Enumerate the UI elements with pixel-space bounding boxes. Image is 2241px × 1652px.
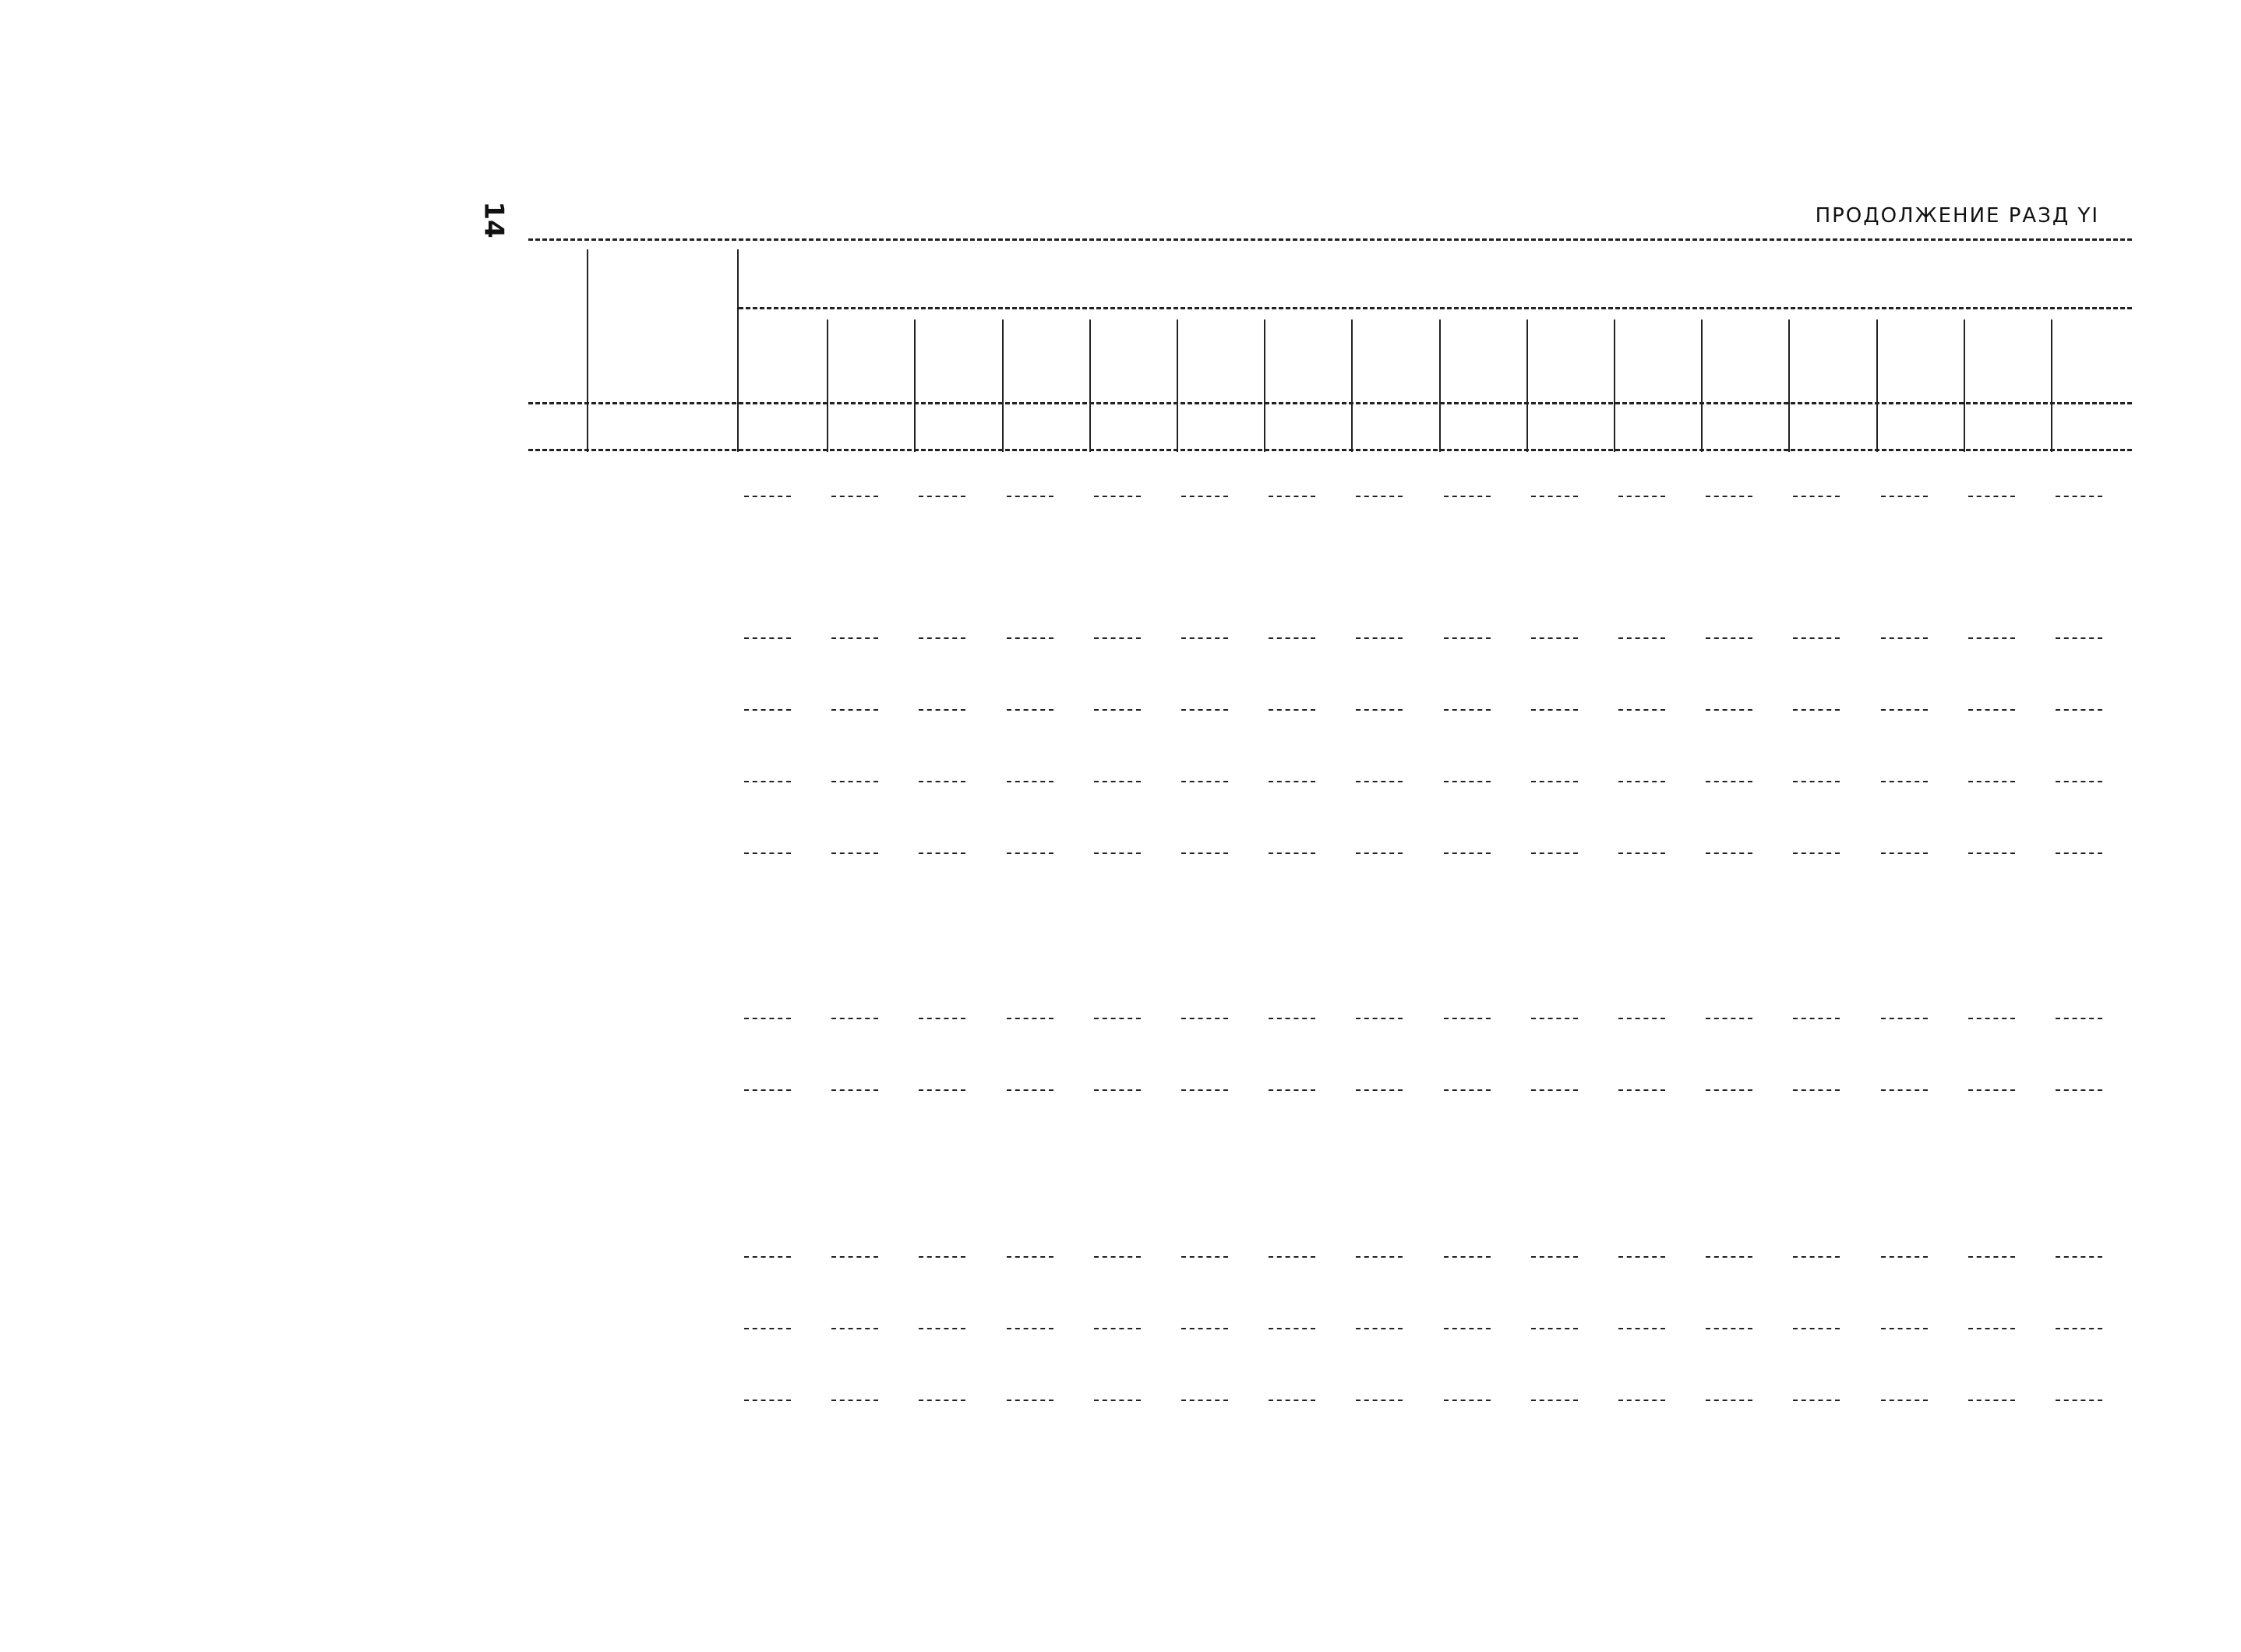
fraction-bar xyxy=(831,1256,878,1258)
district-rule xyxy=(739,307,2132,309)
fraction-bar xyxy=(1618,1256,1665,1258)
fraction-bar xyxy=(831,1400,878,1401)
fraction-bar xyxy=(1356,1400,1403,1401)
fraction-bar xyxy=(1181,496,1228,497)
header-divider xyxy=(1089,319,1091,452)
fraction-bar xyxy=(744,1018,791,1019)
fraction-bar xyxy=(1444,637,1491,639)
fraction-bar xyxy=(919,1089,965,1091)
fraction-bar xyxy=(1444,781,1491,782)
fraction-bar xyxy=(1881,1089,1928,1091)
page-number: 14 xyxy=(478,201,510,238)
fraction-bar xyxy=(744,1400,791,1401)
fraction-bar xyxy=(2056,1256,2102,1258)
fraction-bar xyxy=(1793,496,1840,497)
header-divider xyxy=(1002,319,1004,452)
header-divider xyxy=(827,319,828,452)
header-divider xyxy=(914,319,916,452)
fraction-bar xyxy=(1881,496,1928,497)
fraction-bar xyxy=(1269,637,1315,639)
fraction-bar xyxy=(1531,1256,1578,1258)
fraction-bar xyxy=(2056,1400,2102,1401)
fraction-bar xyxy=(1531,1018,1578,1019)
header-divider xyxy=(1264,319,1265,452)
fraction-bar xyxy=(1356,1256,1403,1258)
fraction-bar xyxy=(1094,1328,1141,1329)
fraction-bar xyxy=(1094,496,1141,497)
fraction-bar xyxy=(1094,1018,1141,1019)
fraction-bar xyxy=(1968,637,2015,639)
fraction-bar xyxy=(744,709,791,711)
fraction-bar xyxy=(1181,1328,1228,1329)
fraction-bar xyxy=(1881,709,1928,711)
fraction-bar xyxy=(1094,781,1141,782)
fraction-bar xyxy=(1007,1018,1053,1019)
fraction-bar xyxy=(2056,1018,2102,1019)
fraction-bar xyxy=(1181,1018,1228,1019)
fraction-bar xyxy=(1531,709,1578,711)
fraction-bar xyxy=(919,1256,965,1258)
fraction-bar xyxy=(1618,852,1665,854)
fraction-bar xyxy=(1531,1328,1578,1329)
fraction-bar xyxy=(744,781,791,782)
fraction-bar xyxy=(1007,1328,1053,1329)
fraction-bar xyxy=(1793,852,1840,854)
fraction-bar xyxy=(1356,709,1403,711)
fraction-bar xyxy=(1968,1400,2015,1401)
fraction-bar xyxy=(1444,709,1491,711)
fraction-bar xyxy=(1444,1328,1491,1329)
header-divider xyxy=(587,249,588,452)
fraction-bar xyxy=(831,637,878,639)
fraction-bar xyxy=(831,1089,878,1091)
fraction-bar xyxy=(1094,637,1141,639)
header-divider xyxy=(1876,319,1878,452)
fraction-bar xyxy=(1881,1400,1928,1401)
fraction-bar xyxy=(744,852,791,854)
fraction-bar xyxy=(1968,781,2015,782)
fraction-bar xyxy=(1444,1089,1491,1091)
fraction-bar xyxy=(1269,1018,1315,1019)
section-title: ПРОДОЛЖЕНИЕ РАЗД YI xyxy=(1815,204,2099,228)
header-divider xyxy=(1177,319,1178,452)
fraction-bar xyxy=(919,709,965,711)
fraction-bar xyxy=(1881,781,1928,782)
fraction-bar xyxy=(1444,496,1491,497)
fraction-bar xyxy=(1181,637,1228,639)
fraction-bar xyxy=(1881,852,1928,854)
fraction-bar xyxy=(1356,1018,1403,1019)
fraction-bar xyxy=(1007,709,1053,711)
header-mid-rule xyxy=(528,402,2132,404)
fraction-bar xyxy=(1968,1018,2015,1019)
fraction-bar xyxy=(1968,1089,2015,1091)
fraction-bar xyxy=(1007,1089,1053,1091)
fraction-bar xyxy=(831,781,878,782)
fraction-bar xyxy=(1007,496,1053,497)
fraction-bar xyxy=(1444,852,1491,854)
fraction-bar xyxy=(1793,1328,1840,1329)
fraction-bar xyxy=(744,1328,791,1329)
fraction-bar xyxy=(919,781,965,782)
fraction-bar xyxy=(831,852,878,854)
fraction-bar xyxy=(1706,709,1752,711)
fraction-bar xyxy=(1269,1400,1315,1401)
fraction-bar xyxy=(831,496,878,497)
fraction-bar xyxy=(1793,781,1840,782)
fraction-bar xyxy=(1007,637,1053,639)
header-divider xyxy=(2051,319,2052,452)
fraction-bar xyxy=(1181,781,1228,782)
fraction-bar xyxy=(1531,496,1578,497)
header-bottom-rule xyxy=(528,449,2132,451)
fraction-bar xyxy=(1269,709,1315,711)
fraction-bar xyxy=(1706,1256,1752,1258)
fraction-bar xyxy=(1706,1018,1752,1019)
header-divider xyxy=(1964,319,1965,452)
fraction-bar xyxy=(919,1400,965,1401)
fraction-bar xyxy=(2056,781,2102,782)
fraction-bar xyxy=(1968,852,2015,854)
fraction-bar xyxy=(1444,1400,1491,1401)
header-divider xyxy=(1351,319,1353,452)
header-divider xyxy=(1439,319,1441,452)
fraction-bar xyxy=(1618,637,1665,639)
fraction-bar xyxy=(1094,1256,1141,1258)
fraction-bar xyxy=(831,1018,878,1019)
fraction-bar xyxy=(1618,1328,1665,1329)
fraction-bar xyxy=(1618,1018,1665,1019)
fraction-bar xyxy=(1007,1400,1053,1401)
fraction-bar xyxy=(1618,1089,1665,1091)
fraction-bar xyxy=(1793,1400,1840,1401)
header-divider xyxy=(1526,319,1528,452)
fraction-bar xyxy=(1881,1018,1928,1019)
fraction-bar xyxy=(2056,637,2102,639)
fraction-bar xyxy=(831,1328,878,1329)
fraction-bar xyxy=(1793,637,1840,639)
fraction-bar xyxy=(1356,781,1403,782)
fraction-bar xyxy=(919,852,965,854)
fraction-bar xyxy=(1181,852,1228,854)
fraction-bar xyxy=(744,496,791,497)
fraction-bar xyxy=(919,496,965,497)
fraction-bar xyxy=(1706,1089,1752,1091)
fraction-bar xyxy=(1531,1400,1578,1401)
fraction-bar xyxy=(1007,852,1053,854)
fraction-bar xyxy=(1356,1328,1403,1329)
fraction-bar xyxy=(1793,1256,1840,1258)
fraction-bar xyxy=(1181,1089,1228,1091)
header-top-rule xyxy=(528,238,2132,241)
fraction-bar xyxy=(1618,781,1665,782)
fraction-bar xyxy=(1269,852,1315,854)
fraction-bar xyxy=(1793,1018,1840,1019)
fraction-bar xyxy=(2056,496,2102,497)
fraction-bar xyxy=(2056,709,2102,711)
header-divider xyxy=(1614,319,1615,452)
fraction-bar xyxy=(1007,1256,1053,1258)
fraction-bar xyxy=(1356,1089,1403,1091)
fraction-bar xyxy=(1706,781,1752,782)
fraction-bar xyxy=(1881,1328,1928,1329)
header-divider xyxy=(1788,319,1790,452)
fraction-bar xyxy=(1094,1089,1141,1091)
fraction-bar xyxy=(1094,1400,1141,1401)
fraction-bar xyxy=(1881,1256,1928,1258)
fraction-bar xyxy=(2056,852,2102,854)
header-divider xyxy=(1701,319,1703,452)
fraction-bar xyxy=(1706,1400,1752,1401)
fraction-bar xyxy=(1181,1400,1228,1401)
fraction-bar xyxy=(1094,709,1141,711)
fraction-bar xyxy=(1444,1018,1491,1019)
fraction-bar xyxy=(919,1328,965,1329)
fraction-bar xyxy=(1007,781,1053,782)
fraction-bar xyxy=(1356,637,1403,639)
fraction-bar xyxy=(1706,1328,1752,1329)
fraction-bar xyxy=(1706,852,1752,854)
fraction-bar xyxy=(1793,1089,1840,1091)
fraction-bar xyxy=(2056,1328,2102,1329)
fraction-bar xyxy=(1706,637,1752,639)
fraction-bar xyxy=(1968,709,2015,711)
fraction-bar xyxy=(744,637,791,639)
fraction-bar xyxy=(1531,852,1578,854)
fraction-bar xyxy=(919,637,965,639)
header-divider xyxy=(737,249,739,452)
fraction-bar xyxy=(1269,496,1315,497)
fraction-bar xyxy=(1968,1256,2015,1258)
fraction-bar xyxy=(1618,496,1665,497)
fraction-bar xyxy=(1531,637,1578,639)
fraction-bar xyxy=(1094,852,1141,854)
fraction-bar xyxy=(744,1089,791,1091)
fraction-bar xyxy=(1356,852,1403,854)
fraction-bar xyxy=(1531,1089,1578,1091)
fraction-bar xyxy=(744,1256,791,1258)
fraction-bar xyxy=(1531,781,1578,782)
fraction-bar xyxy=(919,1018,965,1019)
fraction-bar xyxy=(1881,637,1928,639)
fraction-bar xyxy=(1181,709,1228,711)
fraction-bar xyxy=(1269,781,1315,782)
fraction-bar xyxy=(831,709,878,711)
fraction-bar xyxy=(1269,1256,1315,1258)
fraction-bar xyxy=(1269,1328,1315,1329)
fraction-bar xyxy=(2056,1089,2102,1091)
fraction-bar xyxy=(1618,709,1665,711)
fraction-bar xyxy=(1706,496,1752,497)
fraction-bar xyxy=(1181,1256,1228,1258)
fraction-bar xyxy=(1793,709,1840,711)
fraction-bar xyxy=(1968,1328,2015,1329)
fraction-bar xyxy=(1618,1400,1665,1401)
fraction-bar xyxy=(1968,496,2015,497)
fraction-bar xyxy=(1269,1089,1315,1091)
fraction-bar xyxy=(1356,496,1403,497)
fraction-bar xyxy=(1444,1256,1491,1258)
